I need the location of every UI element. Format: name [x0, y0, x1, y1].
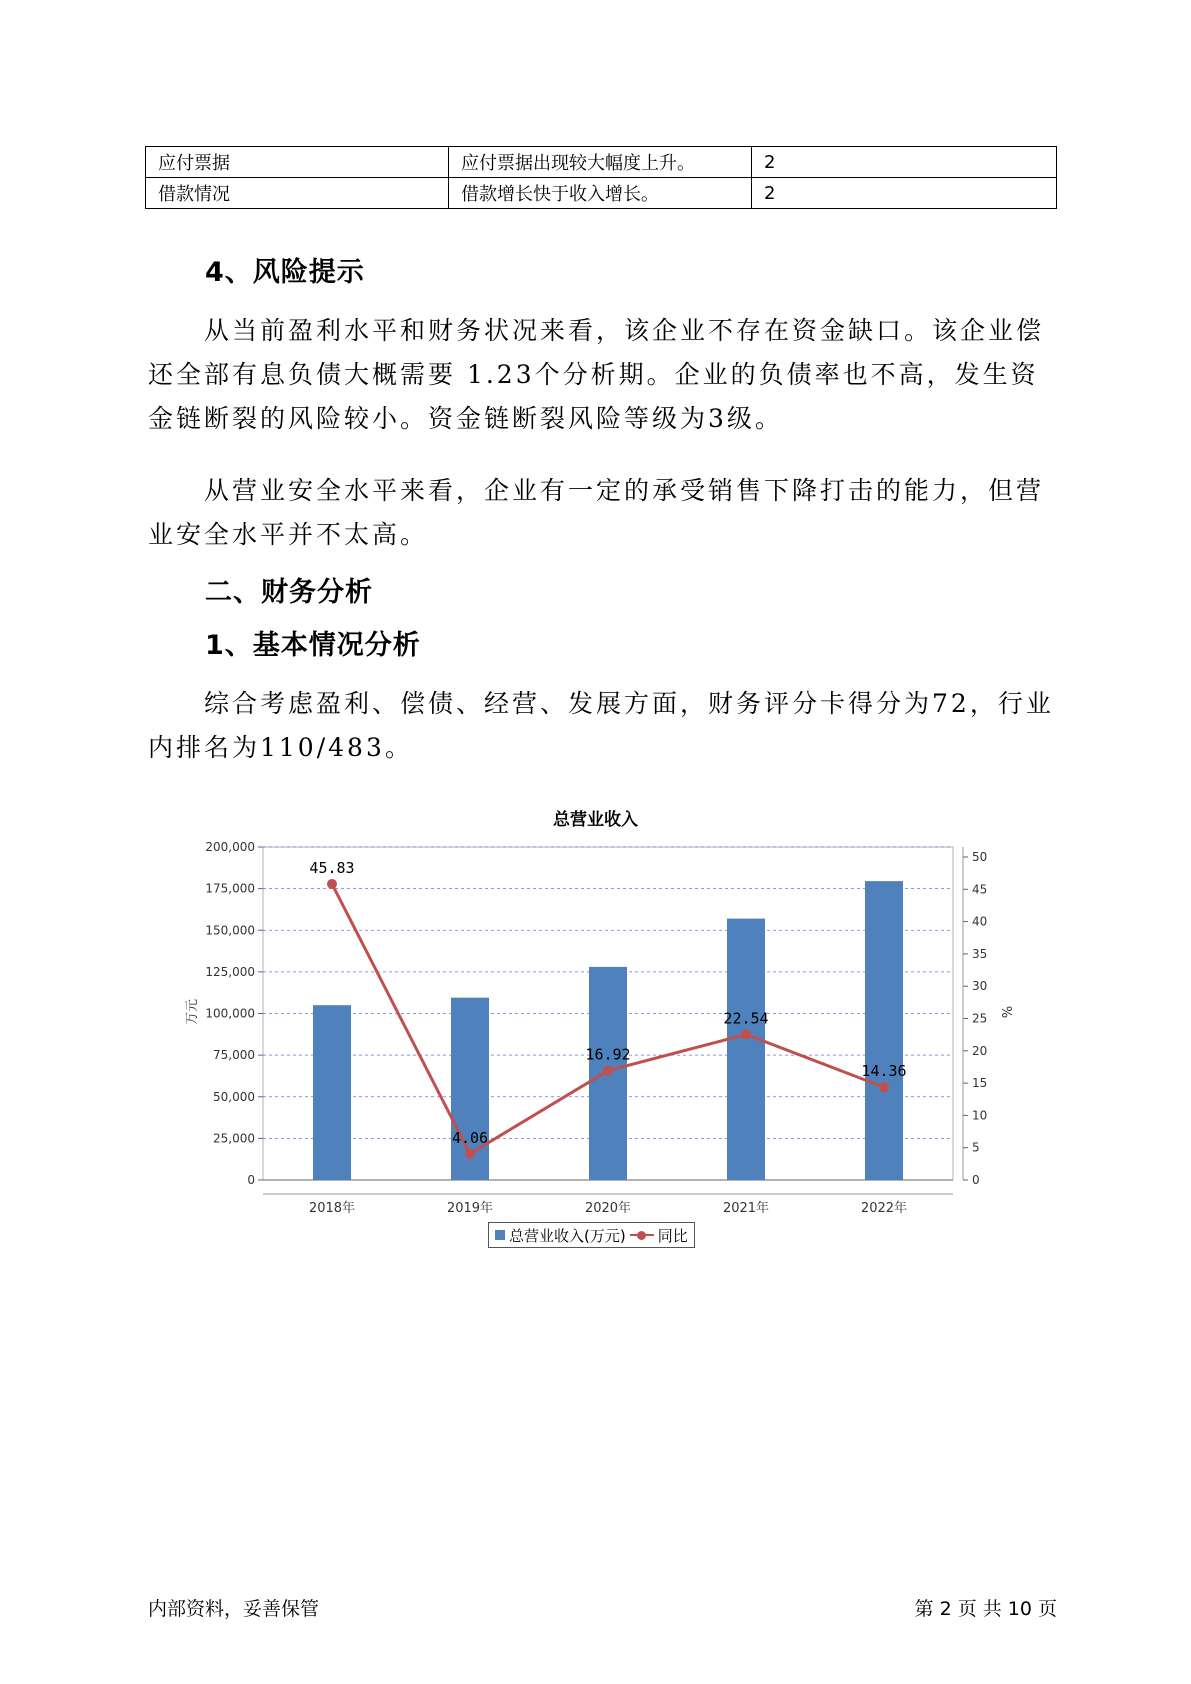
y-tick-label: 0 — [247, 1173, 255, 1187]
y-tick-label: 25,000 — [213, 1131, 255, 1146]
line-point — [603, 1066, 613, 1076]
line-point — [741, 1029, 751, 1039]
line-point — [879, 1082, 889, 1092]
y-tick-label: 125,000 — [205, 964, 255, 979]
data-label: 22.54 — [723, 1009, 769, 1028]
footer-confidential: 内部资料，妥善保管 — [148, 1598, 320, 1620]
table-cell-item: 借款情况 — [146, 178, 449, 209]
y2-tick-label: 35 — [972, 946, 988, 961]
y2-tick-label: 45 — [972, 882, 988, 897]
y2-tick-label: 25 — [972, 1011, 988, 1026]
table-cell-desc: 应付票据出现较大幅度上升。 — [449, 147, 752, 178]
y-axis-label: 万元 — [185, 998, 200, 1026]
x-tick-label: 2019年 — [446, 1201, 494, 1216]
risk-paragraph-1: 从当前盈利水平和财务状况来看，该企业不存在资金缺口。该企业偿还全部有息负债大概需要 1.23个分析期。企业的负债率也不高，发生资金链断裂的风险较小。资金链断裂风险等级为3级。 — [148, 316, 1045, 433]
y2-tick-label: 15 — [972, 1076, 988, 1091]
y2-tick-label: 30 — [972, 979, 988, 994]
y2-axis-label: % — [998, 1005, 1013, 1019]
y-tick-label: 200,000 — [205, 840, 255, 854]
x-tick-label: 2018年 — [308, 1201, 356, 1216]
y2-tick-label: 10 — [972, 1108, 988, 1123]
legend-line-label: 同比 — [657, 1226, 688, 1245]
y2-tick-label: 20 — [972, 1043, 988, 1058]
table-cell-level: 2 — [752, 147, 1057, 178]
y-tick-label: 50,000 — [213, 1089, 255, 1104]
risk-paragraph-2: 从营业安全水平来看，企业有一定的承受销售下降打击的能力，但营业安全水平并不太高。 — [148, 476, 1045, 549]
y2-tick-label: 40 — [972, 914, 988, 929]
bar — [865, 881, 903, 1180]
chart-title: 总营业收入 — [553, 810, 638, 830]
section-heading-risk: 4、风险提示 — [205, 257, 365, 288]
table-cell-level: 2 — [752, 178, 1057, 209]
y-tick-label: 175,000 — [205, 881, 255, 896]
y2-tick-label: 50 — [972, 850, 988, 864]
y-tick-label: 75,000 — [213, 1048, 255, 1063]
bar — [313, 1005, 351, 1180]
x-tick-label: 2021年 — [722, 1201, 770, 1216]
data-label: 45.83 — [309, 858, 355, 877]
section-heading-finance: 二、财务分析 — [205, 577, 373, 608]
legend-bar-swatch — [495, 1230, 505, 1240]
x-tick-label: 2022年 — [860, 1201, 908, 1216]
legend-bar-label: 总营业收入(万元) — [509, 1226, 626, 1245]
sub-heading-basic: 1、基本情况分析 — [205, 630, 421, 661]
footer-page-number: 第 2 页 共 10 页 — [914, 1598, 1057, 1620]
bar — [727, 919, 765, 1180]
data-label: 4.06 — [451, 1128, 489, 1147]
table-cell-desc: 借款增长快于收入增长。 — [449, 178, 752, 209]
data-label: 16.92 — [585, 1045, 631, 1064]
finance-paragraph: 综合考虑盈利、偿债、经营、发展方面，财务评分卡得分为72，行业内排名为110/483。 — [148, 689, 1054, 762]
line-point — [465, 1149, 475, 1159]
y2-tick-label: 5 — [972, 1140, 980, 1155]
chart-legend — [488, 1222, 695, 1248]
legend-line-swatch — [630, 1230, 654, 1240]
table-cell-item: 应付票据 — [146, 147, 449, 178]
x-tick-label: 2020年 — [584, 1201, 632, 1216]
data-label: 14.36 — [861, 1062, 907, 1081]
y-tick-label: 100,000 — [205, 1006, 255, 1021]
y-tick-label: 150,000 — [205, 923, 255, 938]
line-point — [327, 879, 337, 889]
y2-tick-label: 0 — [972, 1173, 980, 1187]
